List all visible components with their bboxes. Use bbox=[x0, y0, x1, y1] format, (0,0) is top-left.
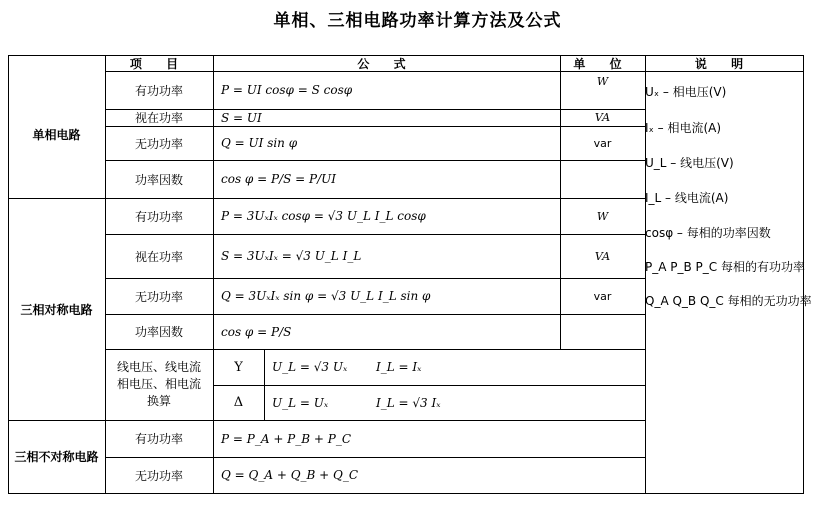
unit-cell: W bbox=[596, 209, 609, 223]
page-title: 单相、三相电路功率计算方法及公式 bbox=[273, 11, 562, 31]
header-formula: 公 式 bbox=[357, 56, 416, 71]
row-label: 功率因数 bbox=[134, 172, 183, 187]
row-label: 视在功率 bbox=[134, 249, 183, 264]
formula-cell: P = P_A + P_B + P_C bbox=[221, 431, 352, 446]
formula-cell: Q = UI sin φ bbox=[221, 136, 298, 150]
note-line-current: I_L – 线电流(A) bbox=[645, 191, 729, 205]
row-label: 有功功率 bbox=[134, 432, 183, 446]
delta-symbol: Δ bbox=[233, 395, 244, 410]
formula-cell: U_L = √3 Uₓ bbox=[272, 360, 348, 374]
formula-cell: I_L = Iₓ bbox=[376, 360, 422, 374]
unit-cell: VA bbox=[594, 111, 611, 124]
formula-cell: Q = 3UₓIₓ sin φ = √3 U_L I_L sin φ bbox=[221, 289, 431, 303]
unit-cell: VA bbox=[594, 249, 611, 263]
group-three-phase-asymmetric: 三相不对称电路 bbox=[14, 450, 99, 464]
row-label: 无功功率 bbox=[134, 289, 183, 304]
group-single-phase: 单相电路 bbox=[32, 128, 81, 142]
formula-cell: U_L = Uₓ bbox=[272, 395, 329, 410]
formula-cell: P = UI cosφ = S cosφ bbox=[221, 83, 353, 97]
row-label: 有功功率 bbox=[134, 83, 183, 98]
formula-cell: P = 3UₓIₓ cosφ = √3 U_L I_L cosφ bbox=[221, 209, 426, 223]
formula-cell: Q = Q_A + Q_B + Q_C bbox=[221, 468, 359, 482]
note-reactive-power: Q_A Q_B Q_C 每相的无功功率 bbox=[645, 294, 812, 308]
formula-cell: S = UI bbox=[221, 110, 262, 125]
header-note: 说 明 bbox=[694, 56, 754, 71]
note-phase-current: Iₓ – 相电流(A) bbox=[645, 121, 722, 135]
row-label: 有功功率 bbox=[134, 209, 183, 224]
formula-cell: I_L = √3 Iₓ bbox=[376, 395, 441, 410]
unit-cell: W bbox=[596, 75, 609, 88]
note-power-factor: cosφ – 每相的功率因数 bbox=[645, 226, 771, 240]
row-label: 无功功率 bbox=[134, 468, 183, 483]
formula-cell: cos φ = P/S bbox=[221, 324, 292, 339]
formula-cell: cos φ = P/S = P/UI bbox=[221, 172, 336, 186]
formula-cell: S = 3UₓIₓ = √3 U_L I_L bbox=[221, 249, 362, 263]
header-item: 项 目 bbox=[129, 56, 189, 71]
row-label: 功率因数 bbox=[134, 325, 183, 339]
note-phase-voltage: Uₓ – 相电压(V) bbox=[645, 85, 727, 99]
note-line-voltage: U_L – 线电压(V) bbox=[645, 156, 734, 170]
note-active-power: P_A P_B P_C 每相的有功功率 bbox=[645, 260, 805, 274]
group-three-phase-symmetric: 三相对称电路 bbox=[20, 302, 93, 317]
table-border-bottom bbox=[8, 493, 804, 494]
wye-symbol: Y bbox=[234, 359, 243, 375]
row-label-conversion: 线电压、线电流相电压、相电流换算 bbox=[116, 360, 201, 408]
unit-cell: var bbox=[593, 136, 612, 150]
unit-cell: var bbox=[593, 289, 612, 303]
row-label: 无功功率 bbox=[134, 136, 183, 151]
row-label: 视在功率 bbox=[134, 111, 183, 125]
header-unit: 单 位 bbox=[573, 56, 632, 71]
